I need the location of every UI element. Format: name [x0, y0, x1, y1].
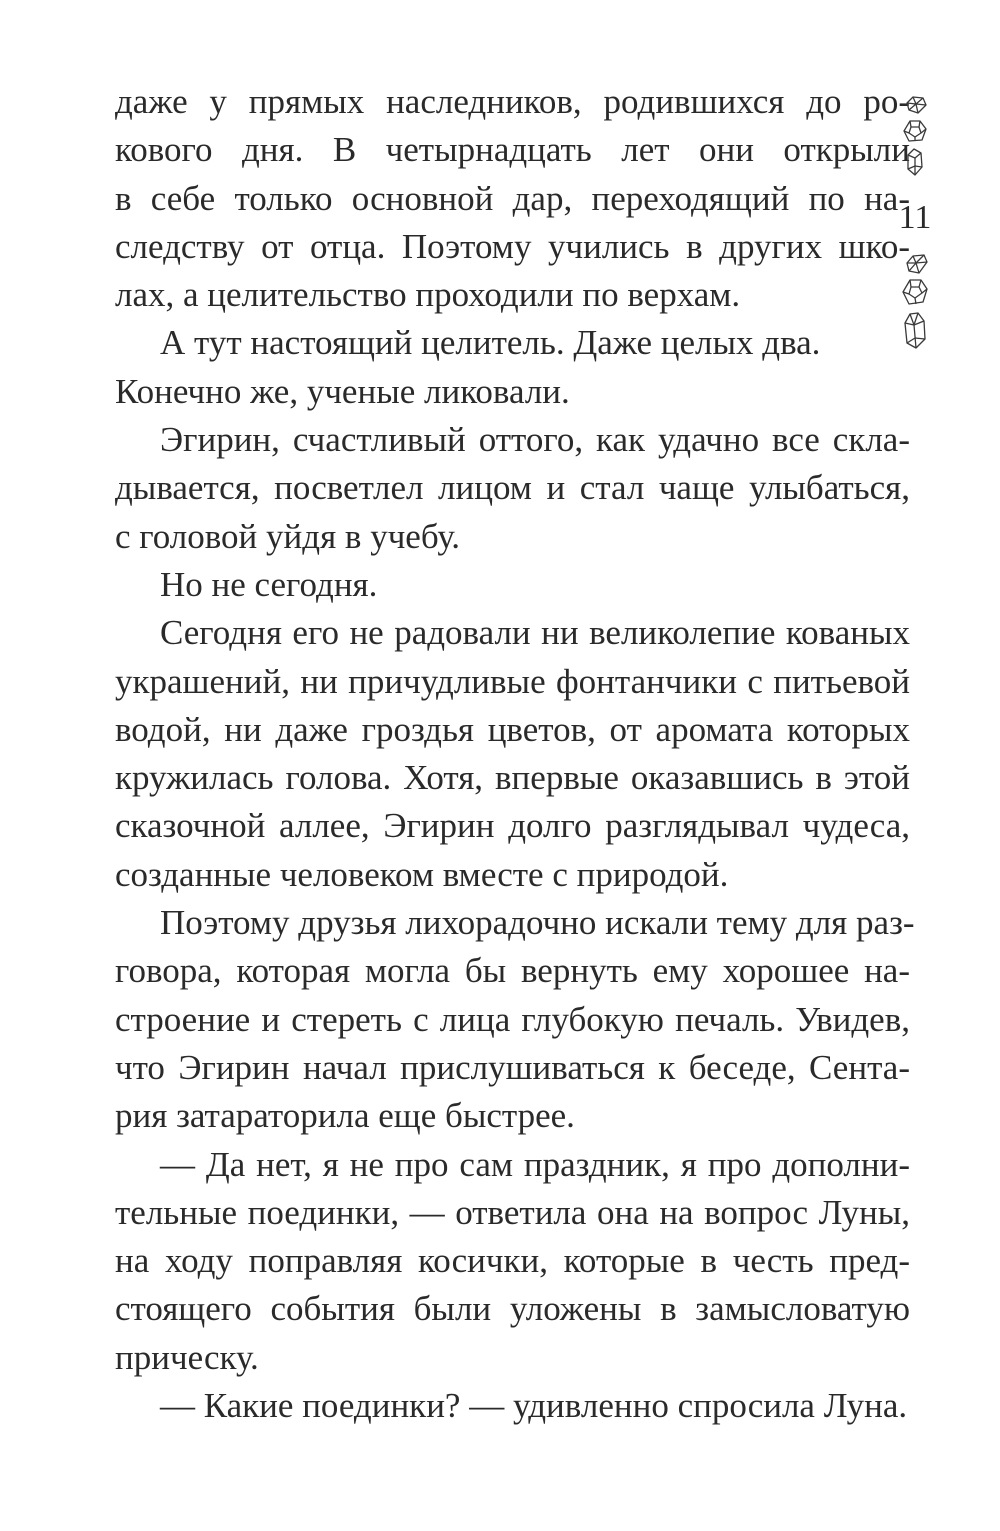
crystal-icon	[903, 253, 929, 275]
text-line: говора, которая могла бы вернуть ему хорошее на-	[115, 951, 910, 991]
crystal-icon	[902, 119, 928, 143]
text-line: строение и стереть с лица глубокую печаль. Увидев,	[115, 999, 910, 1039]
text-line: на ходу поправляя косички, которые в честь пред-	[115, 1241, 910, 1281]
crystal-icon	[905, 147, 925, 177]
text-line: А тут настоящий целитель. Даже целых два.	[160, 323, 821, 363]
crystal-icon	[904, 95, 928, 115]
text-line: даже у прямых наследников, родившихся до ро-	[115, 82, 910, 121]
text-line: рия затараторила еще быстрее.	[115, 1096, 575, 1136]
text-line: тельные поединки, — ответила она на вопрос Луны,	[115, 1192, 910, 1232]
text-line: что Эгирин начал прислушиваться к беседе, Сента-	[115, 1047, 910, 1087]
text-line: Поэтому друзья лихорадочно искали тему для раз-	[160, 903, 915, 943]
crystal-icon	[901, 278, 929, 306]
text-line: лах, а целительство проходили по верхам.	[115, 275, 741, 315]
text-line: созданные человеком вместе с природой.	[115, 854, 729, 894]
text-line: Но не сегодня.	[160, 564, 378, 604]
text-line: с головой уйдя в учебу.	[115, 516, 461, 556]
text-line: водой, ни даже гроздья цветов, от аромата которых	[115, 709, 910, 749]
text-line: дывается, посветлел лицом и стал чаще улыбаться,	[115, 468, 910, 508]
text-line: кружилась голова. Хотя, впервые оказавшись в этой	[115, 758, 910, 798]
text-line: сказочной аллее, Эгирин долго разглядывал чудеса,	[115, 806, 910, 846]
text-line: Сегодня его не радовали ни великолепие кованых	[160, 613, 910, 653]
text-line: украшений, ни причудливые фонтанчики с питьевой	[115, 661, 910, 701]
text-line: Конечно же, ученые ликовали.	[115, 371, 570, 411]
text-line: — Да нет, я не про сам праздник, я про дополни-	[160, 1144, 910, 1184]
text-line: кового дня. В четырнадцать лет они открыли	[115, 130, 910, 170]
page-number: 11	[898, 199, 932, 236]
text-line: следству от отца. Поэтому учились в других шко-	[115, 226, 910, 266]
text-line: в себе только основной дар, переходящий по на-	[115, 178, 910, 218]
text-line: — Какие поединки? — удивленно спросила Луна.	[160, 1386, 908, 1426]
text-line: Эгирин, счастливый оттого, как удачно все скла-	[160, 420, 910, 460]
text-line: стоящего события были уложены в замысловатую	[115, 1289, 910, 1329]
crystal-icon	[902, 311, 928, 351]
text-line: прическу.	[115, 1337, 259, 1377]
